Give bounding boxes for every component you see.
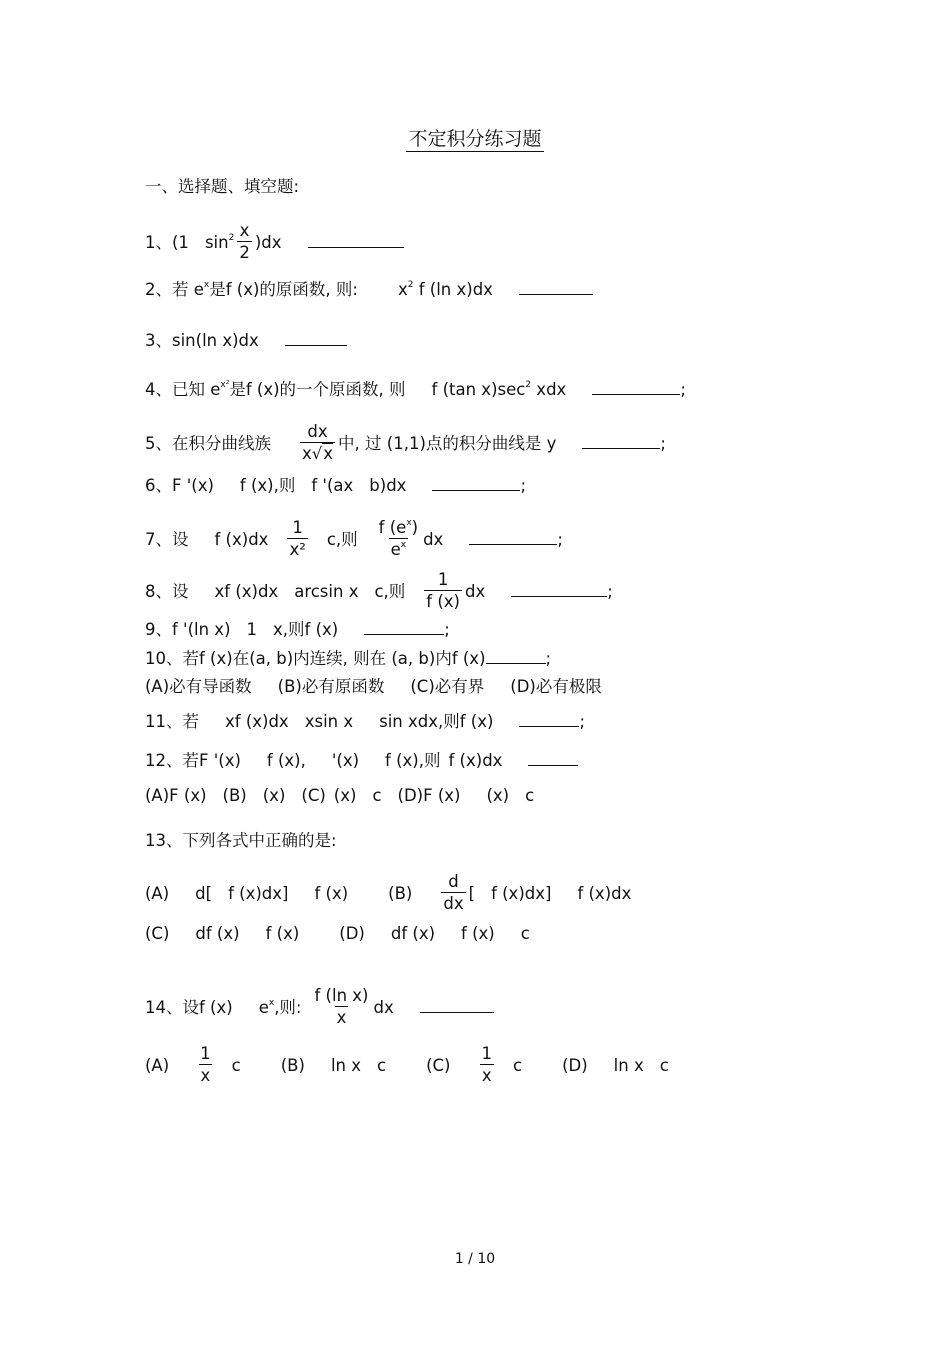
question-13-options-cd: (C) df (x) f (x) (D) df (x) f (x) c	[145, 924, 530, 943]
answer-blank	[528, 751, 578, 766]
answer-blank	[511, 582, 607, 597]
question-11: 11、若 xf (x)dx xsin x sin xdx,则f (x) ;	[145, 712, 586, 731]
fraction: $\frac{1}{x}$	[481, 1044, 492, 1085]
question-7: 7、设 f (x)dx $\frac{1}{\text{x²}}$ c,则 $\frac{f (e^x)}{e^x}$ dx ;	[145, 518, 563, 559]
question-10-options: (A)必有导函数 (B)必有原函数 (C)必有界 (D)必有极限	[145, 677, 602, 696]
question-10: 10、若f (x)在(a, b)内连续, 则在 (a, b)内f (x) ;	[145, 649, 552, 668]
question-9: 9、f '(ln x) 1 x,则f (x) ;	[145, 620, 450, 639]
answer-blank	[364, 620, 444, 635]
page-number: 1 / 10	[454, 1251, 496, 1267]
fraction: $\frac{\text{f (ln x)}}{x}$	[314, 986, 369, 1027]
question-8: 8、设 xf (x)dx arcsin x c,则 $\frac{1}{f (x)}$ dx ;	[145, 570, 613, 611]
question-1: 1、(1 $\sin^2$ $\frac{x}{2}$ )dx	[145, 223, 404, 264]
fraction: $\frac{1}{f (x)}$	[426, 570, 460, 611]
question-6: 6、F '(x) f (x),则 f '(ax b)dx ;	[145, 476, 526, 495]
fraction: $\frac{dx}{x√x}$	[302, 422, 334, 463]
answer-blank	[519, 712, 579, 727]
question-2: 2、若 $e^x$是f (x)的原函数, 则: $x^2$ f (ln x)dx	[145, 279, 593, 301]
answer-blank	[486, 649, 546, 664]
answer-blank	[582, 434, 660, 449]
answer-blank	[592, 380, 680, 395]
answer-blank	[420, 998, 494, 1013]
page-title: 不定积分练习题	[408, 128, 542, 150]
question-4: 4、已知 $e^{x^2}$是f (x)的一个原函数, 则 f (tan $x)\sec^2$ xdx ;	[145, 380, 686, 399]
answer-blank	[519, 280, 593, 295]
fraction: $\frac{1}{x}$	[200, 1044, 211, 1085]
question-12: 12、若F '(x) f (x), '(x) f (x),则 f (x)dx	[145, 750, 578, 772]
fraction: $\frac{1}{\text{x²}}$	[289, 518, 306, 559]
question-13: 13、下列各式中正确的是:	[145, 831, 337, 850]
question-3: 3、sin(ln x)dx	[145, 330, 347, 352]
answer-blank	[285, 331, 347, 346]
answer-blank	[469, 530, 557, 545]
question-5: 5、在积分曲线族 $\frac{dx}{x√x}$ 中, 过 (1,1)点的积分曲线是 y ;	[145, 422, 666, 463]
question-14: 14、设f (x) $e^x$,则: $\frac{\text{f (ln x)}}{x}$ dx	[145, 988, 494, 1029]
question-13-options-ab: (A) d[ f (x)dx] f (x) (B) $\frac{d}{dx}$ [ f (x)dx] f (x)dx	[145, 872, 632, 913]
fraction: $\frac{x}{2}$	[239, 221, 250, 262]
question-12-options: (A)F (x) (B) (x) (C) (x) c (D)F (x) (x) c	[145, 786, 535, 805]
fraction: $\frac{d}{dx}$	[443, 872, 464, 913]
fraction: $\frac{f (e^x)}{e^x}$	[378, 518, 419, 559]
answer-blank	[432, 476, 520, 491]
answer-blank	[308, 233, 404, 248]
section-heading: 一、选择题、填空题:	[145, 177, 300, 196]
question-14-options: (A) $\frac{1}{x}$ c (B) ln x c (C) $\frac{1}{x}$ c (D) ln x c	[145, 1044, 669, 1085]
